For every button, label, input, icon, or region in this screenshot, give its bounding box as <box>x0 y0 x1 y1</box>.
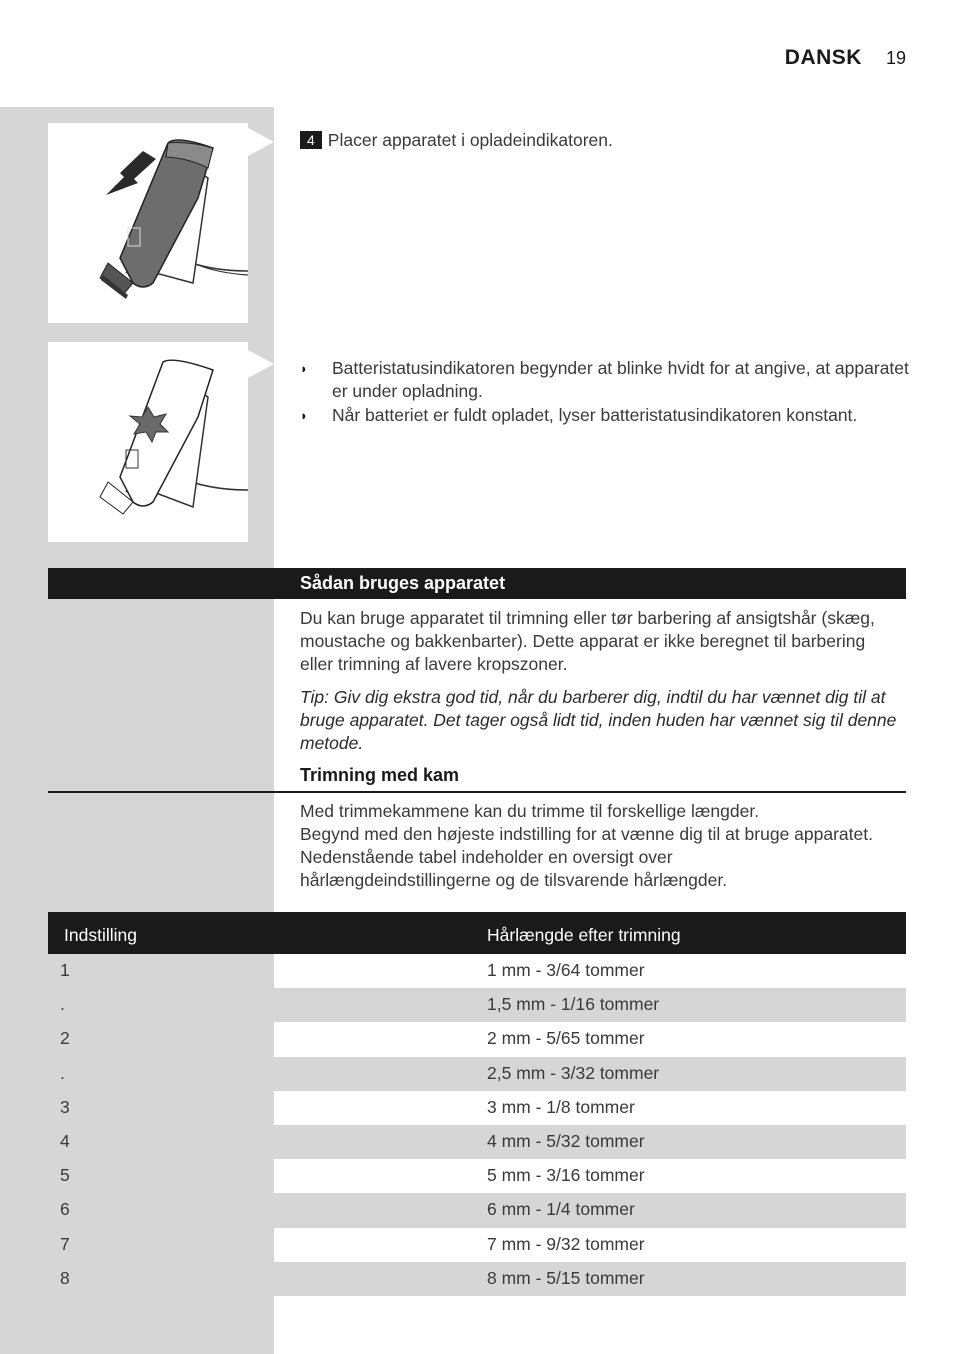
subsection-body: Med trimmekammene kan du trimme til forskellige længder. Begynd med den højeste indstilling for at vænne dig til at bruge apparatet. Nedenstående tabel indeholder en oversigt over hårlængdeindstillingerne og de tilsvarende hårlængder. <box>300 801 873 890</box>
table-row: 5 5 mm - 3/16 tommer <box>60 1165 645 1186</box>
bullet-icon: ◗ <box>300 361 308 376</box>
section-intro: Du kan bruge apparatet til trimning eller tør barbering af ansigtshår (skæg, moustache og bakkenbarter). Dette apparat er ikke beregnet til barbering eller trimning af lavere kropszoner. <box>300 608 875 674</box>
divider <box>48 791 906 793</box>
trimmer-stand-arrow-icon <box>48 123 248 323</box>
table-header <box>48 912 906 954</box>
illustration-pointer <box>248 350 274 378</box>
table-row: 8 8 mm - 5/15 tommer <box>48 1262 906 1296</box>
illustration-pointer <box>248 128 274 156</box>
step-4 <box>300 129 613 152</box>
table-row: 4 4 mm - 5/32 tommer <box>48 1125 906 1159</box>
column-header-setting: Indstilling <box>64 925 137 945</box>
table-row: . 1,5 mm - 1/16 tommer <box>48 988 906 1022</box>
list-item: ◗ Når batteriet er fuldt opladet, lyser batteristatusindikatoren konstant. <box>300 405 858 425</box>
tip-text: Tip: Giv dig ekstra god tid, når du barberer dig, indtil du har vænnet dig til at bruge apparatet. Det tager også lidt tid, inden huden har vænnet sig til denne metode. <box>300 687 897 753</box>
charging-info <box>300 357 910 428</box>
trimmer-charging-icon <box>48 342 248 542</box>
table-row: . 2,5 mm - 3/32 tommer <box>48 1057 906 1091</box>
illustration-charging <box>48 342 248 542</box>
table-row: 3 3 mm - 1/8 tommer <box>60 1096 635 1117</box>
table-row: 2 2 mm - 5/65 tommer <box>60 1028 645 1049</box>
column-header-length: Hårlængde efter trimning <box>487 925 681 945</box>
subsection-title: Trimning med kam <box>300 765 460 785</box>
table-row: 7 7 mm - 9/32 tommer <box>60 1233 645 1254</box>
table-row: 1 1 mm - 3/64 tommer <box>60 960 645 980</box>
step-text: Placer apparatet i opladeindikatoren. <box>327 130 613 150</box>
language-label: DANSK <box>784 46 862 69</box>
section-heading-bar <box>48 568 906 599</box>
page-number: 19 <box>885 48 906 68</box>
section-title: Sådan bruges apparatet <box>300 573 506 593</box>
length-settings-table <box>48 912 906 1296</box>
list-item: ◗ Batteristatusindikatoren begynder at blinke hvidt for at angive, at apparatet er under opladning. <box>300 358 909 401</box>
table-row: 6 6 mm - 1/4 tommer <box>48 1193 906 1227</box>
page-header <box>785 46 906 70</box>
illustration-place-in-stand <box>48 123 248 323</box>
step-number-badge: 4 <box>300 131 322 149</box>
bullet-icon: ◗ <box>300 408 308 423</box>
